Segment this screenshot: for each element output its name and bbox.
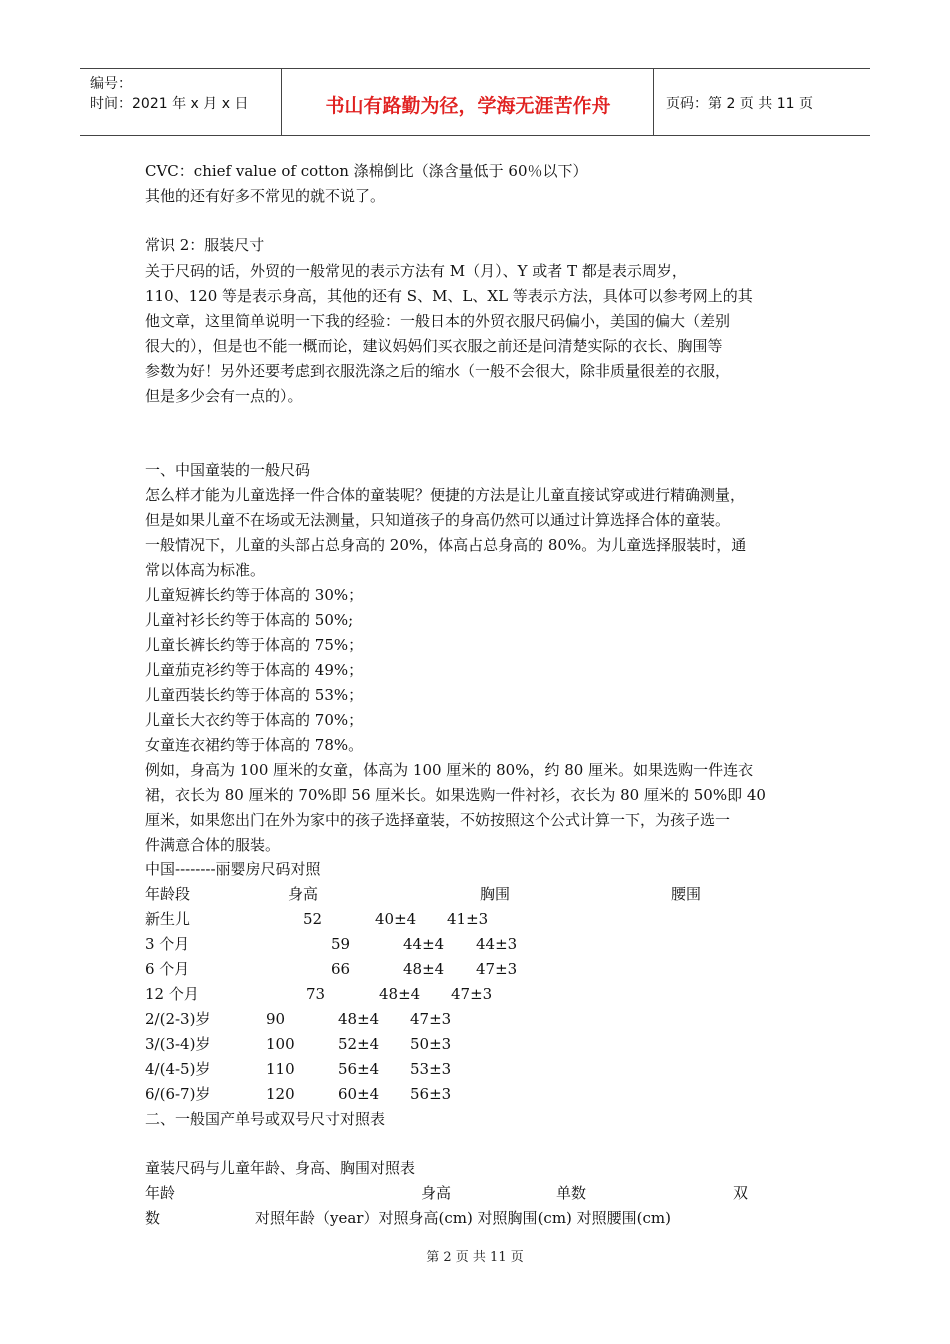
section-1-title: 一、中国童装的一般尺码 — [145, 461, 311, 479]
table-cell-waist: 53±3 — [410, 1060, 452, 1078]
tip-paragraph-line: 他文章，这里简单说明一下我的经验：一般日本的外贸衣服尺码偏小，美国的偏大（差别 — [145, 312, 731, 330]
ratio-line: 儿童茄克衫约等于体高的 49%； — [145, 661, 364, 679]
example-line: 例如，身高为 100 厘米的女童，体高为 100 厘米的 80%，约 80 厘米。如果选购一件连衣 — [145, 761, 754, 779]
table-cell-age: 4/(4-5)岁 — [145, 1060, 211, 1078]
table-cell-chest: 56±4 — [338, 1060, 380, 1078]
table-cell-waist: 50±3 — [410, 1035, 452, 1053]
table-cell-chest: 40±4 — [375, 910, 417, 928]
table-cell-height: 100 — [266, 1035, 295, 1053]
tip-paragraph-line: 参数为好！另外还要考虑到衣服洗涤之后的缩水（一般不会很大，除非质量很差的衣服， — [145, 362, 731, 380]
table-cell-age: 12 个月 — [145, 985, 199, 1003]
table-cell-age: 6/(6-7)岁 — [145, 1085, 211, 1103]
table-cell-waist: 44±3 — [476, 935, 518, 953]
table-cell-age: 2/(2-3)岁 — [145, 1010, 211, 1028]
page-footer: 第 2 页 共 11 页 — [426, 1250, 524, 1265]
section-2-title: 二、一般国产单号或双号尺寸对照表 — [145, 1110, 386, 1128]
tip-paragraph-line: 很大的），但是也不能一概而论，建议妈妈们买衣服之前还是问清楚实际的衣长、胸围等 — [145, 337, 723, 355]
section-2-header-even: 双 — [733, 1184, 749, 1202]
ratio-line: 儿童长裤长约等于体高的 75%； — [145, 636, 364, 654]
table-cell-height: 52 — [303, 910, 323, 928]
table-cell-age: 3/(3-4)岁 — [145, 1035, 211, 1053]
header-number: 编号： — [90, 76, 132, 92]
tip-paragraph-line: 但是多少会有一点的）。 — [145, 387, 303, 405]
header-info-cell — [80, 69, 282, 135]
section-2-header-height: 身高 — [421, 1184, 452, 1202]
header-page-cell — [654, 69, 870, 135]
table-cell-waist: 47±3 — [476, 960, 518, 978]
others-line: 其他的还有好多不常见的就不说了。 — [145, 187, 386, 205]
table-cell-waist: 56±3 — [410, 1085, 452, 1103]
table-cell-chest: 52±4 — [338, 1035, 380, 1053]
table-cell-height: 110 — [266, 1060, 295, 1078]
example-line: 厘米，如果您出门在外为家中的孩子选择童装，不妨按照这个公式计算一下，为孩子选一 — [145, 811, 731, 829]
table-cell-height: 73 — [306, 985, 326, 1003]
ratio-line: 儿童西装长约等于体高的 53%； — [145, 686, 364, 704]
section-1-line: 常以体高为标准。 — [145, 561, 266, 579]
header-motto-cell — [282, 69, 654, 135]
example-line: 件满意合体的服装。 — [145, 836, 281, 854]
header-motto: 书山有路勤为径，学海无涯苦作舟 — [325, 95, 611, 117]
section-2-header-columns: 对照年龄（year）对照身高(cm) 对照胸围(cm) 对照腰围(cm) — [255, 1209, 671, 1227]
table-cell-height: 90 — [266, 1010, 286, 1028]
table-cell-chest: 48±4 — [379, 985, 421, 1003]
table-cell-waist: 47±3 — [410, 1010, 452, 1028]
table-cell-waist: 47±3 — [451, 985, 493, 1003]
table-cell-age: 3 个月 — [145, 935, 190, 953]
cvc-line: CVC：chief value of cotton 涤棉倒比（涤含量低于 60％以下） — [145, 162, 588, 180]
table-header-age: 年龄段 — [145, 885, 191, 903]
table-cell-waist: 41±3 — [447, 910, 489, 928]
ratio-line: 儿童衬衫长约等于体高的 50%; — [145, 611, 354, 629]
table-cell-age: 新生儿 — [145, 910, 191, 928]
ratio-line: 儿童短裤长约等于体高的 30%； — [145, 586, 364, 604]
table-cell-height: 59 — [331, 935, 351, 953]
table-cell-age: 6 个月 — [145, 960, 190, 978]
page-header — [80, 68, 870, 136]
table-cell-chest: 48±4 — [403, 960, 445, 978]
table-cell-height: 120 — [266, 1085, 295, 1103]
table-header-chest: 胸围 — [480, 885, 511, 903]
section-2-header-odd: 单数 — [556, 1184, 587, 1202]
table-cell-chest: 44±4 — [403, 935, 445, 953]
section-1-line: 但是如果儿童不在场或无法测量，只知道孩子的身高仍然可以通过计算选择合体的童装。 — [145, 511, 731, 529]
header-time: 时间：2021 年 x 月 x 日 — [90, 96, 249, 112]
table-cell-chest: 60±4 — [338, 1085, 380, 1103]
table-header-waist: 腰围 — [671, 885, 702, 903]
section-1-line: 怎么样才能为儿童选择一件合体的童装呢？便捷的方法是让儿童直接试穿或进行精确测量， — [145, 486, 746, 504]
example-line: 裙，衣长为 80 厘米的 70%即 56 厘米长。如果选购一件衬衫，衣长为 80 厘米的 50%即 40 — [145, 786, 766, 804]
table-header-height: 身高 — [288, 885, 319, 903]
section-2-subtitle: 童装尺码与儿童年龄、身高、胸围对照表 — [145, 1159, 416, 1177]
section-1-line: 一般情况下，儿童的头部占总身高的 20%，体高占总身高的 80%。为儿童选择服装时，通 — [145, 536, 747, 554]
tip-paragraph-line: 关于尺码的话，外贸的一般常见的表示方法有 M（月）、Y 或者 T 都是表示周岁， — [145, 262, 687, 280]
section-2-header-number: 数 — [145, 1209, 161, 1227]
header-page-code: 页码：第 2 页 共 11 页 — [666, 96, 813, 112]
tip-title: 常识 2：服装尺寸 — [145, 236, 265, 254]
table-cell-height: 66 — [331, 960, 351, 978]
table-cell-chest: 48±4 — [338, 1010, 380, 1028]
section-2-header-age: 年龄 — [145, 1184, 176, 1202]
ratio-line: 女童连衣裙约等于体高的 78%。 — [145, 736, 364, 754]
tip-paragraph-line: 110、120 等是表示身高，其他的还有 S、M、L、XL 等表示方法，具体可以参考网上的其 — [145, 287, 753, 305]
size-table-title: 中国--------丽婴房尺码对照 — [145, 860, 321, 878]
ratio-line: 儿童长大衣约等于体高的 70%； — [145, 711, 364, 729]
